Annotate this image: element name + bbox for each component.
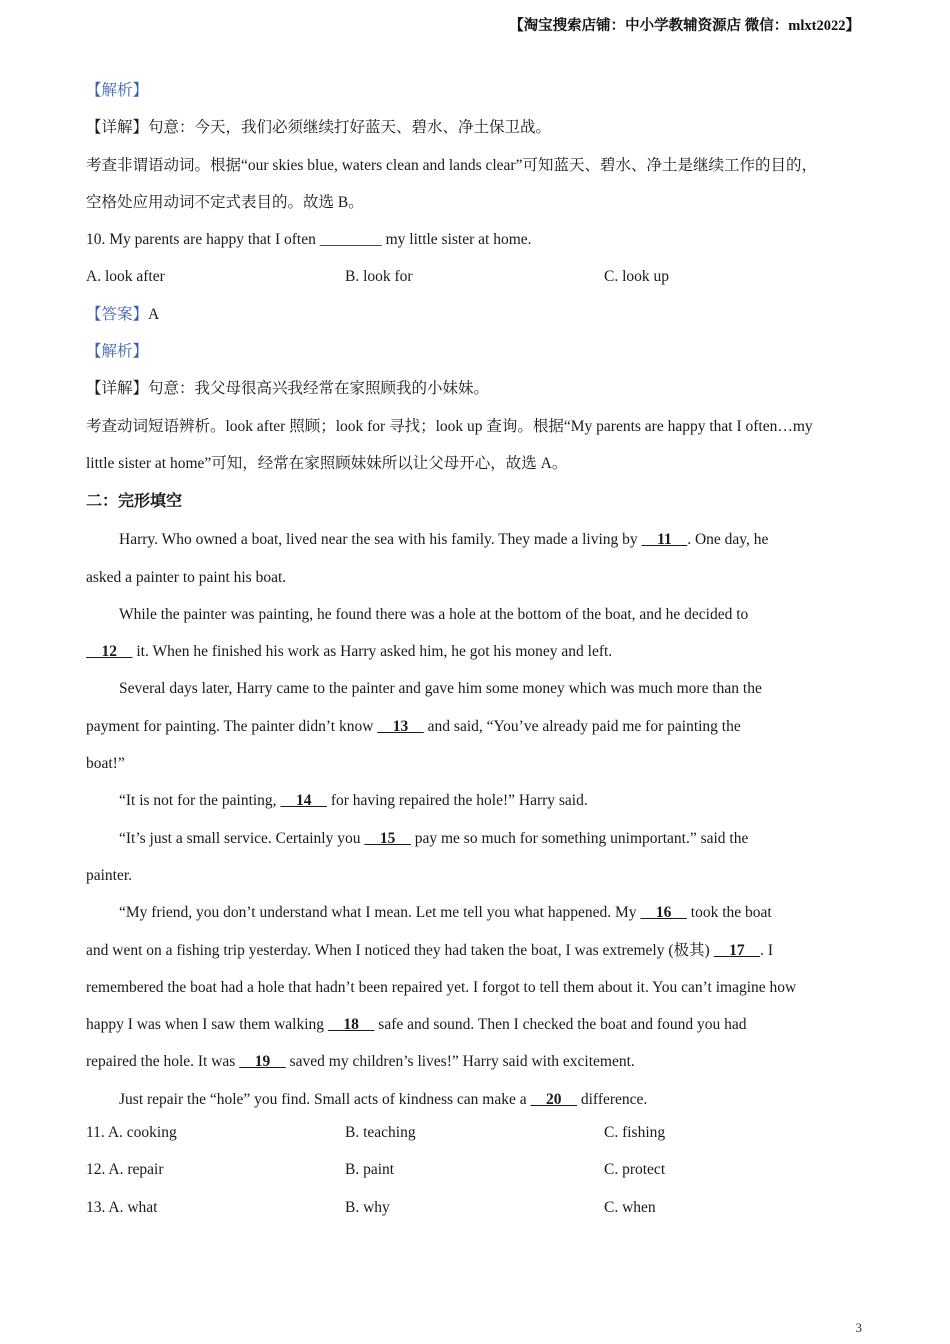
q10-analysis-tag: 【解析】 <box>86 343 149 361</box>
section-title: 二：完形填空 <box>86 491 183 511</box>
q13-options <box>86 1193 864 1230</box>
passage-para-7: Just repair the “hole” you find. Small acts of kindness can make a 20 difference. <box>119 1090 648 1108</box>
page-header: 【淘宝搜索店铺：中小学教辅资源店 微信：mlxt2022】 <box>509 18 860 34</box>
q12-options <box>86 1155 864 1192</box>
blank-11: 11 <box>641 531 688 549</box>
passage-para-5: “It’s just a small service. Certainly you 15 pay me so much for something unimportant.” said the painter. <box>86 829 749 884</box>
passage-para-4: “It is not for the painting, 14 for having repaired the hole!” Harry said. <box>119 792 588 810</box>
q12-option-a: 12. A. repair <box>86 1161 164 1179</box>
q13-option-a: 13. A. what <box>86 1198 158 1216</box>
q12-option-c: C. protect <box>604 1161 666 1179</box>
q10-option-b: B. look for <box>345 268 413 286</box>
blank-15: 15 <box>364 829 411 847</box>
blank-14: 14 <box>280 792 327 810</box>
q13-option-b: B. why <box>345 1198 390 1216</box>
passage-para-3: Several days later, Harry came to the painter and gave him some money which was much more than the payment for painting. The painter didn’t know 13 and said, “You’ve already paid me for painting the boat!” <box>86 680 762 773</box>
q9-analysis-tag: 【解析】 <box>86 82 149 99</box>
blank-20: 20 <box>530 1090 577 1108</box>
blank-17: 17 <box>713 941 761 959</box>
q10-explain-2: little sister at home”可知，经常在家照顾妹妹所以让父母开心，故选 A。 <box>86 454 568 472</box>
passage-para-2: While the painter was painting, he found there was a hole at the bottom of the boat, and he decided to 12 it. When he finished his work as Harry asked him, he got his money and left. <box>86 605 749 661</box>
passage-para-6: “My friend, you don’t understand what I mean. Let me tell you what happened. My 16 took the boat and went on a fishing trip yesterday. When I noticed they had taken the boat, I was extremely (极其) 17 . I remembered the boat had a hole that hadn’t been repaired yet. I forgot to tell them about it. You can’t imagine how happy I was when I saw them walking 18 safe and sound. Then I checked the boat and found you had repaired the hole. It was 19 saved my children’s lives!” Harry said with excitement. <box>86 904 797 1071</box>
q11-option-c: C. fishing <box>604 1124 666 1142</box>
q10-option-a: A. look after <box>86 268 165 286</box>
q9-detail: 【详解】句意：今天，我们必须继续打好蓝天、碧水、净土保卫战。 <box>86 119 552 137</box>
q10-option-c: C. look up <box>604 268 670 286</box>
passage-para-1: Harry. Who owned a boat, lived near the sea with his family. They made a living by 11 . One day, he asked a painter to paint his boat. <box>86 531 769 586</box>
q10-options <box>86 262 864 299</box>
blank-13: 13 <box>377 717 424 735</box>
blank-19: 19 <box>239 1053 286 1071</box>
q11-option-b: B. teaching <box>345 1124 416 1142</box>
blank-18: 18 <box>327 1016 375 1034</box>
q10-explain-1: 考查动词短语辨析。look after 照顾；look for 寻找；look up 查询。根据“My parents are happy that I often…my <box>86 417 813 435</box>
q9-explain-2: 空格处应用动词不定式表目的。故选 B。 <box>86 193 364 211</box>
blank-16: 16 <box>640 904 687 922</box>
q11-options <box>86 1118 864 1155</box>
q13-option-c: C. when <box>604 1198 656 1216</box>
q10-stem: 10. My parents are happy that I often ________ my little sister at home. <box>86 231 532 249</box>
q11-option-a: 11. A. cooking <box>86 1124 177 1142</box>
page-number: 3 <box>855 1320 862 1335</box>
q9-explain-1: 考查非谓语动词。根据“our skies blue, waters clean and lands clear”可知蓝天、碧水、净土是继续工作的目的， <box>86 156 817 174</box>
q10-answer: 【答案】A <box>86 305 160 323</box>
q12-option-b: B. paint <box>345 1161 395 1179</box>
q10-detail: 【详解】句意：我父母很高兴我经常在家照顾我的小妹妹。 <box>86 380 490 398</box>
document-body <box>86 76 864 1230</box>
blank-12: 12 <box>86 643 133 661</box>
